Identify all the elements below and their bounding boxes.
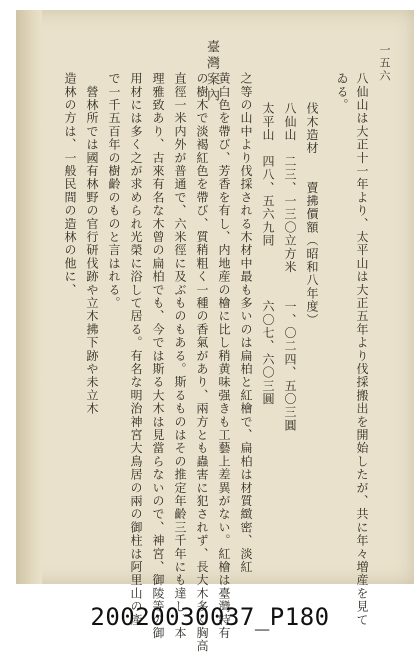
text-column-1: 八仙山は大正十一年より、太平山は大正五年より伐採搬出を開始したが、共に年々増産を見て <box>355 72 369 627</box>
text-column-12: で一千五百年の樹齡のものと言はれる。 <box>107 72 121 310</box>
text-column-3: 伐木造材 賣拂價額（昭和八年度） <box>305 102 319 327</box>
text-column-11: 用材には多く之が求められ光榮に浴して居る。有名な明治神宮大鳥居の兩の御柱は阿里山の產 <box>129 72 143 627</box>
page-number: 一五六 <box>378 44 391 83</box>
running-title: 臺灣案內 <box>204 40 219 104</box>
text-column-14: 造林の方は、一般民間の造林の他に、 <box>63 72 77 297</box>
text-column-4: 八仙山 二三、一三〇立方米 一、〇二四、五〇三圓 <box>283 102 297 432</box>
text-column-5: 太平山 四八、五六九同 六〇七、六〇三圓 <box>261 102 275 406</box>
text-column-8: の樹木で淡褐紅色を帶び、質稍粗く一種の香氣があり、兩方とも蟲害に犯されず、長大木多く胸高 <box>195 72 209 653</box>
page-fold-shadow <box>16 10 42 584</box>
text-column-13: 營林所では國有林野の官行研伐跡や立木拂下跡や未立木 <box>85 72 99 416</box>
text-column-2: ゐる。 <box>335 72 349 112</box>
text-column-10: 理雅致あり、古來有名な木曾の扁柏でも、今では斯る大木は見當らないので、神宮、御陵等の御 <box>151 72 165 640</box>
archive-id-label: 20020030037_P180 <box>90 603 330 631</box>
text-column-9: 直徑一米内外が普通で、六米徑に及ぶものもある。斯るものはその推定年齡三千年にも達し、本 <box>173 72 187 640</box>
text-column-6: 之等の山中より伐採される木材中最も多いのは扁柏と紅檜で、扁柏は材質緻密、淡紅 <box>239 72 253 574</box>
text-column-7: 黄白色を帶び、芳香を有し、内地産の檜に比し稍黄味强きも工藝上差異がない。紅檜は臺灣特有 <box>217 72 231 640</box>
